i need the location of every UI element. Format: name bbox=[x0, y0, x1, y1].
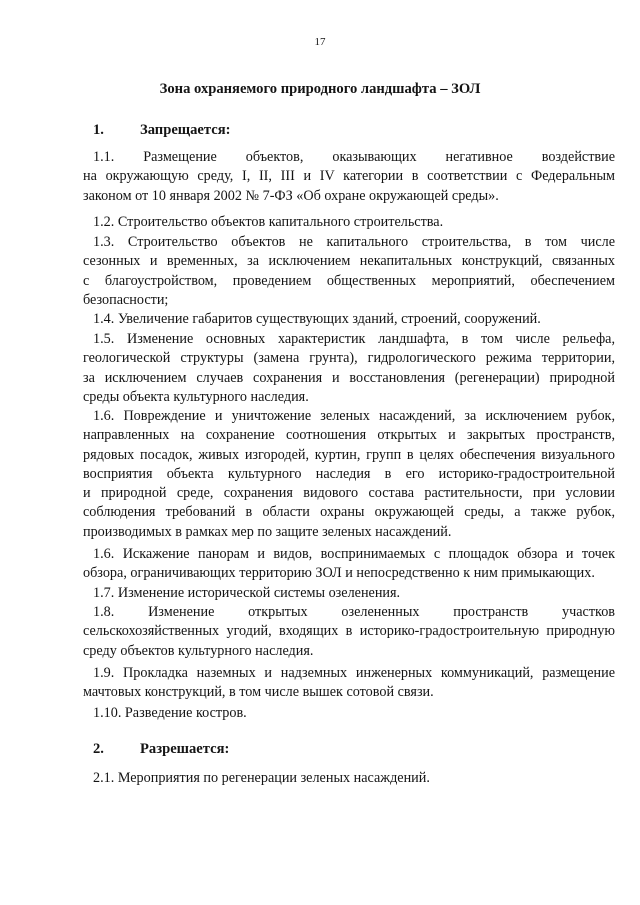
paragraph-line: законом от 10 января 2002 № 7-ФЗ «Об охране окружающей среды». bbox=[83, 187, 499, 204]
paragraph-1-9 bbox=[83, 664, 615, 703]
paragraph-line: 1.6. Искажение панорам и видов, воспринимаемых с площадок обзора и точек bbox=[93, 546, 615, 562]
paragraph-line: на окружающую среду, I, II, III и IV категории в соответствии с Федеральным bbox=[83, 168, 615, 185]
paragraph-1-3 bbox=[83, 233, 615, 310]
paragraph-line: восприятия объекта культурного наследия в его историко-градостроительной bbox=[83, 465, 615, 482]
paragraph-line: 2.1. Мероприятия по регенерации зеленых насаждений. bbox=[93, 770, 430, 786]
section-2-label: Разрешается: bbox=[140, 741, 230, 757]
paragraph-line: среды объекта культурного наследия. bbox=[83, 388, 309, 405]
paragraph-1-4 bbox=[83, 310, 615, 329]
paragraph-1-7 bbox=[83, 584, 615, 603]
paragraph-line: сельскохозяйственных угодий, входящих в историко-градостроительную природную bbox=[83, 623, 615, 640]
paragraph-line: 1.10. Разведение костров. bbox=[93, 705, 247, 721]
paragraph-line: производимых в рамках мер по защите зеленых насаждений. bbox=[83, 523, 452, 540]
paragraph-line: 1.2. Строительство объектов капитального строительства. bbox=[93, 214, 444, 230]
paragraph-line: мачтовых конструкций, в том числе вышек сотовой связи. bbox=[83, 684, 434, 701]
paragraph-1-10 bbox=[83, 704, 615, 723]
section-1-number: 1. bbox=[93, 122, 104, 138]
paragraph-line: 1.1. Размещение объектов, оказывающих негативное воздействие bbox=[93, 149, 615, 165]
paragraph-line: 1.6. Повреждение и уничтожение зеленых насаждений, за исключением рубок, bbox=[93, 408, 615, 424]
section-1-label: Запрещается: bbox=[140, 122, 231, 138]
paragraph-line: с благоустройством, проведением общественных мероприятий, обеспечением bbox=[83, 272, 615, 289]
paragraph-line: направленных на сохранение соотношения открытых и закрытых пространств, bbox=[83, 427, 615, 444]
paragraph-line: 1.8. Изменение открытых озелененных пространств участков bbox=[93, 604, 615, 620]
paragraph-1-1 bbox=[83, 148, 615, 206]
paragraph-line: рядовых посадок, живых изгородей, куртин, групп в целях обеспечения визуального bbox=[83, 446, 615, 463]
paragraph-line: соблюдения требований в области охраны окружающей среды, а также рубок, bbox=[83, 504, 615, 521]
section-2-number: 2. bbox=[93, 741, 104, 757]
paragraph-1-6-views bbox=[83, 545, 615, 584]
paragraph-line: 1.5. Изменение основных характеристик ландшафта, в том числе рельефа, bbox=[93, 331, 615, 347]
paragraph-line: 1.9. Прокладка наземных и надземных инженерных коммуникаций, размещение bbox=[93, 665, 615, 681]
paragraph-line: безопасности; bbox=[83, 291, 169, 308]
paragraph-line: среду объектов культурного наследия. bbox=[83, 642, 314, 659]
paragraph-1-8 bbox=[83, 603, 615, 661]
paragraph-line: 1.7. Изменение исторической системы озеленения. bbox=[93, 585, 401, 601]
page-number: 17 bbox=[314, 36, 326, 48]
paragraph-line: 1.4. Увеличение габаритов существующих зданий, строений, сооружений. bbox=[93, 311, 541, 327]
paragraph-line: и природной среде, сохранения видового состава растительности, при условии bbox=[83, 485, 615, 502]
paragraph-2-1 bbox=[83, 769, 615, 788]
page-title: Зона охраняемого природного ландшафта – ЗОЛ bbox=[159, 81, 481, 97]
paragraph-line: геологической структуры (замена грунта), гидрологического режима территории, bbox=[83, 350, 615, 367]
paragraph-line: сезонных и временных, за исключением некапитальных конструкций, связанных bbox=[83, 253, 615, 270]
paragraph-1-2 bbox=[83, 213, 615, 232]
paragraph-line: 1.3. Строительство объектов не капитального строительства, в том числе bbox=[93, 234, 615, 250]
paragraph-line: обзора, ограничивающих территорию ЗОЛ и непосредственно к ним примыкающих. bbox=[83, 565, 595, 582]
paragraph-1-5 bbox=[83, 330, 615, 407]
section-2-heading bbox=[93, 740, 229, 759]
section-1-heading bbox=[93, 121, 230, 140]
paragraph-line: за исключением случаев сохранения и восстановления (регенерации) природной bbox=[83, 369, 615, 386]
paragraph-1-6 bbox=[83, 407, 615, 542]
